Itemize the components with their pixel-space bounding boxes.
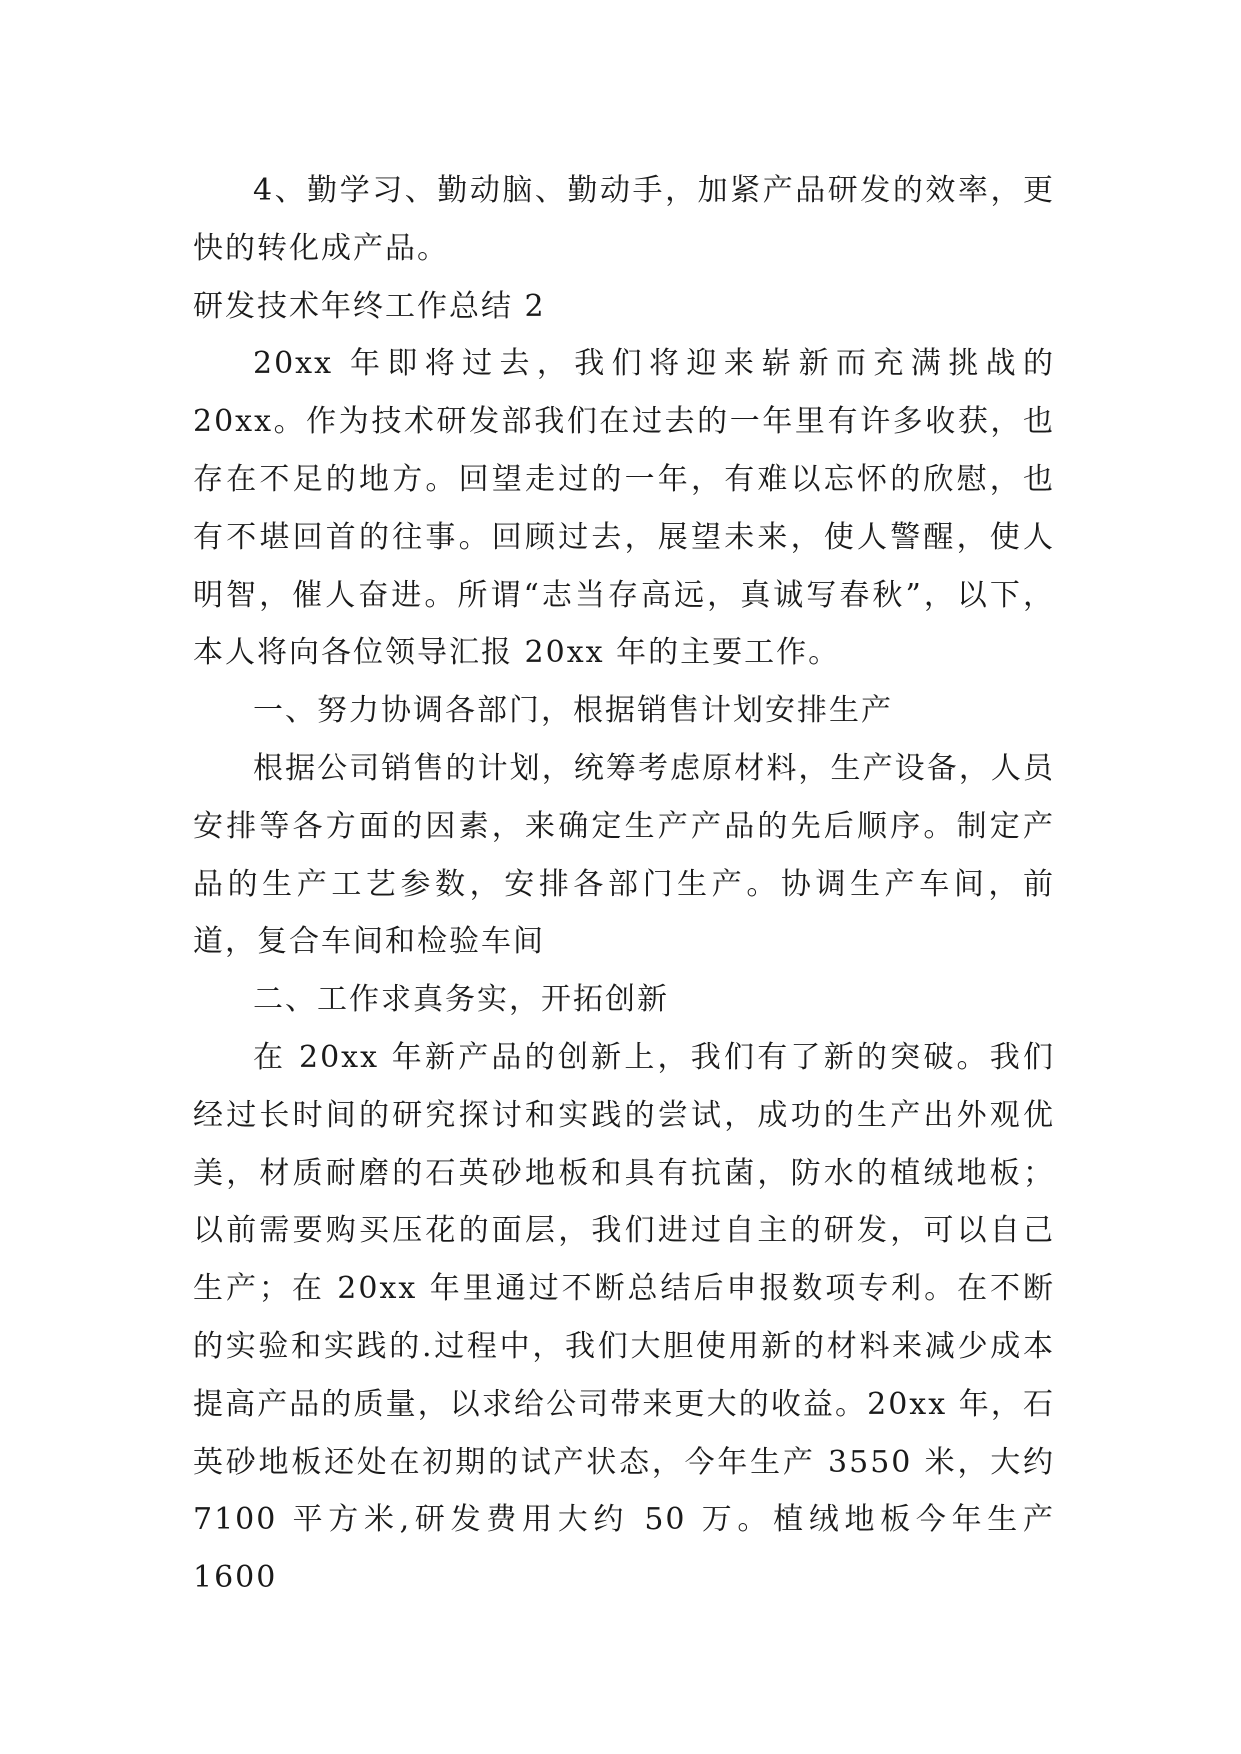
- subheading-one: 一、努力协调各部门，根据销售计划安排生产: [253, 693, 893, 729]
- paragraph-production-plan: 根据公司销售的计划，统筹考虑原材料，生产设备，人员安排等各方面的因素，来确定生产产品的先后顺序。制定产品的生产工艺参数，安排各部门生产。协调生产车间，前道，复合车间和检验车间: [193, 750, 1055, 960]
- subheading-two: 二、工作求真务实，开拓创新: [253, 982, 669, 1018]
- paragraph-innovation: 在 20xx 年新产品的创新上，我们有了新的突破。我们经过长时间的研究探讨和实践的尝试，成功的生产出外观优美，材质耐磨的石英砂地板和具有抗菌，防水的植绒地板；以前需要购买压花的面层，我们进过自主的研发，可以自己生产；在 20xx 年里通过不断总结后申报数项专利。在不断的实验和实践的.过程中，我们大胆使用新的材料来减少成本提高产品的质量，以求给公司带来更大的收益。20xx 年，石英砂地板还处在初期的试产状态，今年生产 3550 米，大约 7100 平方米,研发费用大约 50 万。植绒地板今年生产 1600: [193, 1039, 1055, 1596]
- document-body: [193, 162, 1055, 1607]
- intro-paragraph: 20xx 年即将过去，我们将迎来崭新而充满挑战的 20xx。作为技术研发部我们在过去的一年里有许多收获，也存在不足的地方。回望走过的一年，有难以忘怀的欣慰，也有不堪回首的往事。回顾过去，展望未来，使人警醒，使人明智，催人奋进。所谓“志当存高远，真诚写春秋”，以下，本人将向各位领导汇报 20xx 年的主要工作。: [193, 346, 1055, 671]
- paragraph-item-4: 4、勤学习、勤动脑、勤动手，加紧产品研发的效率，更快的转化成产品。: [193, 173, 1055, 266]
- section-heading: 研发技术年终工作总结 2: [193, 288, 546, 324]
